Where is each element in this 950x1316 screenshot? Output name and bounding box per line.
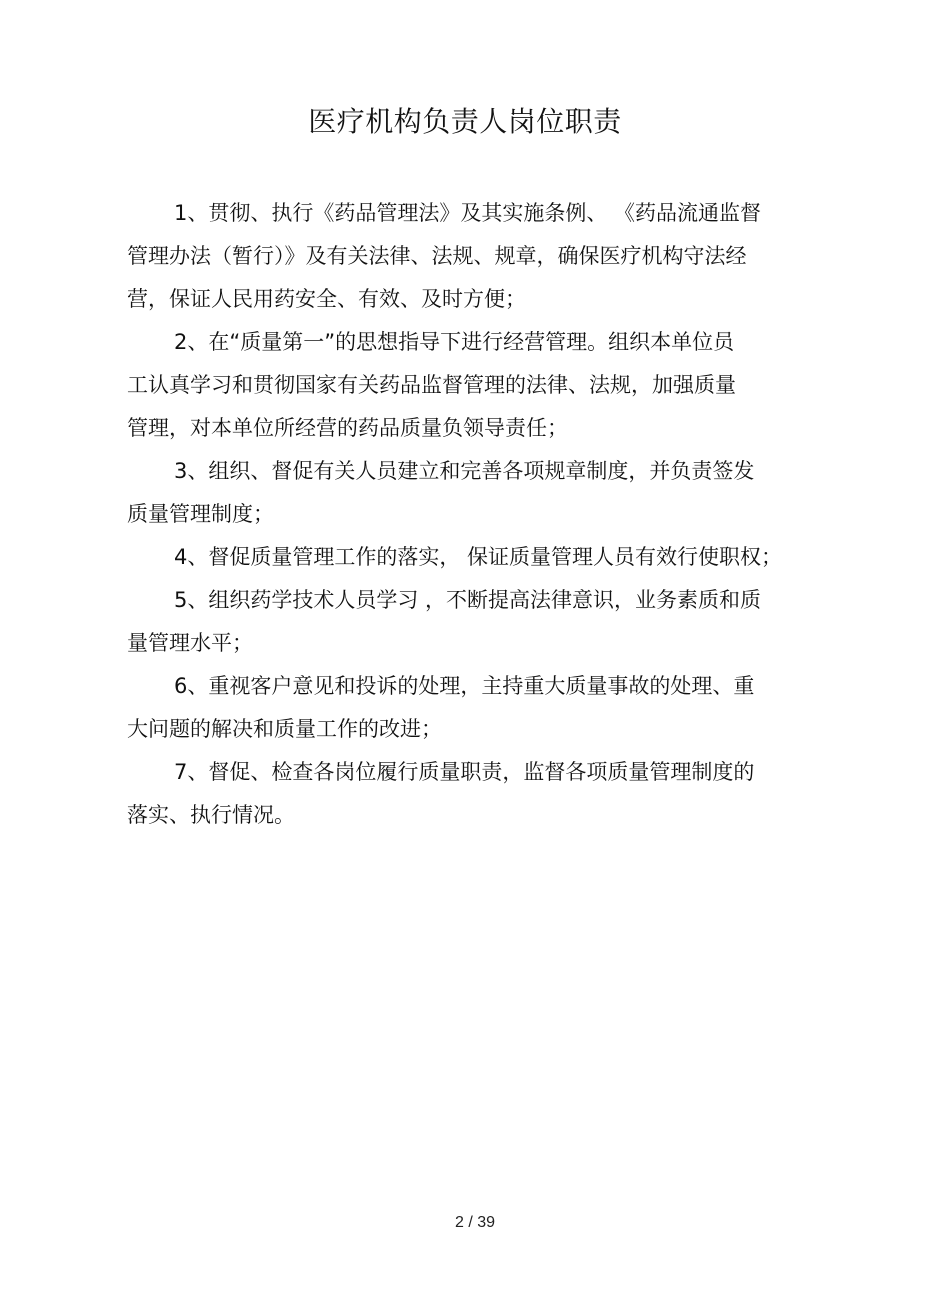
body-line: 落实、执行情况。	[127, 803, 295, 827]
body-line: 质量管理制度；	[127, 502, 274, 526]
body-line: 7、督促、检查各岗位履行质量职责，监督各项质量管理制度的	[174, 760, 755, 784]
body-line: 工认真学习和贯彻国家有关药品监督管理的法律、法规，加强质量	[127, 373, 736, 397]
document-title: 医疗机构负责人岗位职责	[308, 105, 622, 138]
body-line: 大问题的解决和质量工作的改进；	[127, 717, 442, 741]
document-body	[127, 192, 817, 837]
body-line: 1、贯彻、执行《药品管理法》及其实施条例、 《药品流通监督	[174, 201, 762, 225]
body-line: 2、在“质量第一”的思想指导下进行经营管理。组织本单位员	[174, 330, 735, 354]
body-line: 管理，对本单位所经营的药品质量负领导责任；	[127, 416, 568, 440]
body-line: 4、督促质量管理工作的落实， 保证质量管理人员有效行使职权；	[174, 545, 783, 569]
body-line: 3、组织、督促有关人员建立和完善各项规章制度，并负责签发	[174, 459, 755, 483]
body-line: 量管理水平；	[127, 631, 253, 655]
body-line: 营，保证人民用药安全、有效、及时方便；	[127, 287, 526, 311]
body-line: 6、重视客户意见和投诉的处理，主持重大质量事故的处理、重	[174, 674, 755, 698]
body-line: 管理办法（暂行）》及有关法律、法规、规章，确保医疗机构守法经	[127, 244, 747, 268]
page-number: 2 / 39	[454, 1214, 496, 1231]
body-line: 5、组织药学技术人员学习 ，不断提高法律意识，业务素质和质	[174, 588, 762, 612]
